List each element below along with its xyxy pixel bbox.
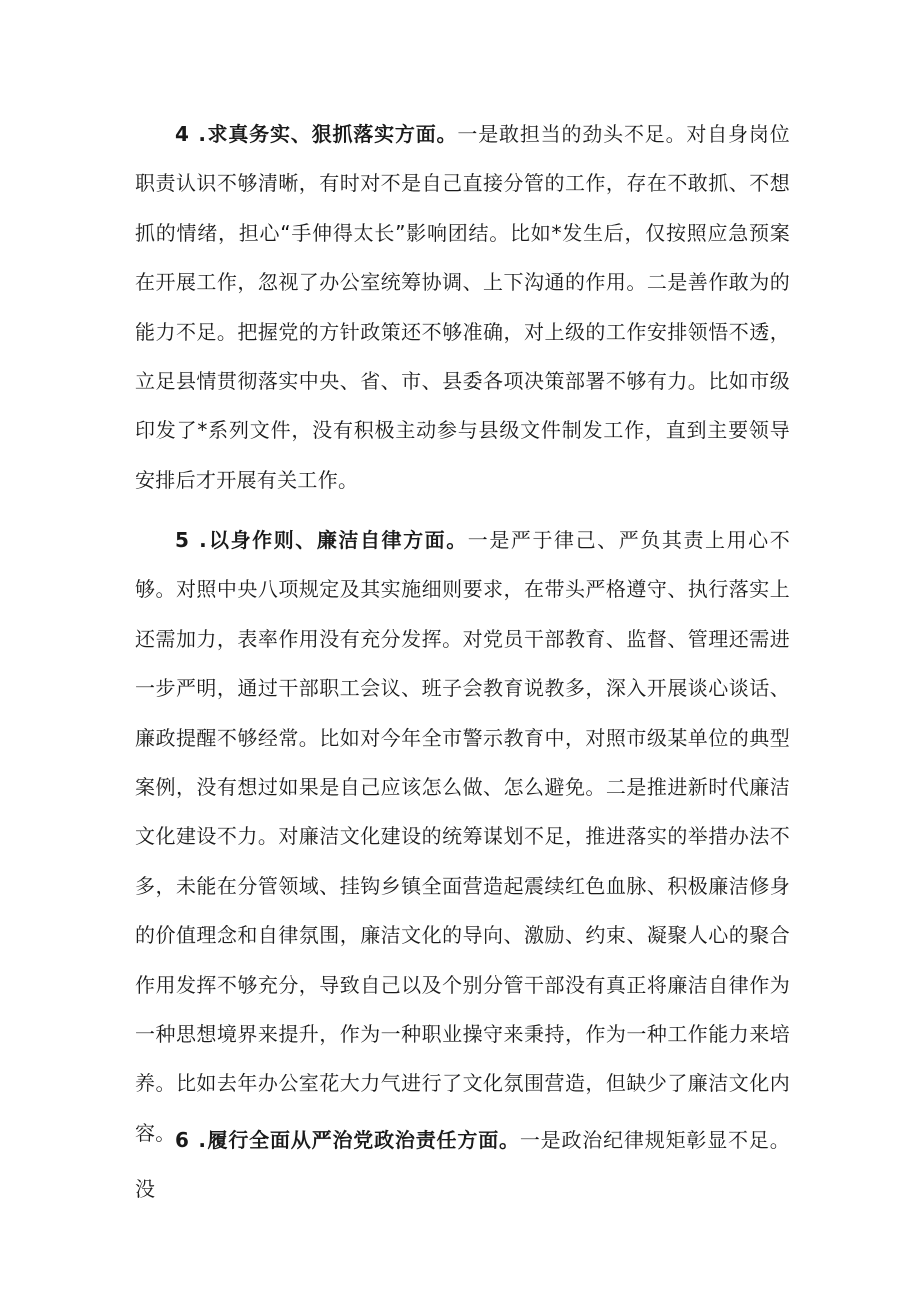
paragraph-4 xyxy=(135,110,790,505)
paragraph-number: 6 . xyxy=(175,1128,207,1152)
paragraph-heading: 履行全面从严治党政治责任方面。 xyxy=(207,1128,520,1152)
paragraph-5 xyxy=(135,516,790,1158)
paragraph-body: 一是政治纪律规矩彰显不足。没 xyxy=(135,1128,790,1202)
paragraph-heading: 以身作则、廉洁自律方面。 xyxy=(207,528,468,552)
paragraph-number: 4 . xyxy=(175,122,207,146)
paragraph-6 xyxy=(135,1116,790,1215)
paragraph-heading: 求真务实、狠抓落实方面。 xyxy=(207,122,458,146)
paragraph-number: 5 . xyxy=(175,528,208,552)
paragraph-body: 一是严于律己、严负其责上用心不够。对照中央八项规定及其实施细则要求，在带头严格遵守、执行落实上还需加力，表率作用没有充分发挥。对党员干部教育、监督、管理还需进一步严明，通过干部职工会议、班子会教育说教多，深入开展谈心谈话、廉政提醒不够经常。比如对今年全市警示教育中，对照市级某单位的典型案例，没有想过如果是自己应该怎么做、怎么避免。二是推进新时代廉洁文化建设不力。对廉洁文化建设的统筹谋划不足，推进落实的举措办法不多，未能在分管领域、挂钩乡镇全面营造起震续红色血脉、积极廉洁修身的价值理念和自律氛围，廉洁文化的导向、激励、约束、凝聚人心的聚合作用发挥不够充分，导致自己以及个别分管干部没有真正将廉洁自律作为一种思想境界来提升，作为一种职业操守来秉持，作为一种工作能力来培养。比如去年办公室花大力气进行了文化氛围营造，但缺少了廉洁文化内容。 xyxy=(135,528,790,1145)
paragraph-body: 一是敢担当的劲头不足。对自身岗位职责认识不够清晰，有时对不是自己直接分管的工作，存在不敢抓、不想抓的情绪，担心“手伸得太长”影响团结。比如*发生后，仅按照应急预案在开展工作，忽视了办公室统筹协调、上下沟通的作用。二是善作敢为的能力不足。把握党的方针政策还不够准确，对上级的工作安排领悟不透，立足县情贯彻落实中央、省、市、县委各项决策部署不够有力。比如市级印发了*系列文件，没有积极主动参与县级文件制发工作，直到主要领导安排后才开展有关工作。 xyxy=(135,122,790,492)
